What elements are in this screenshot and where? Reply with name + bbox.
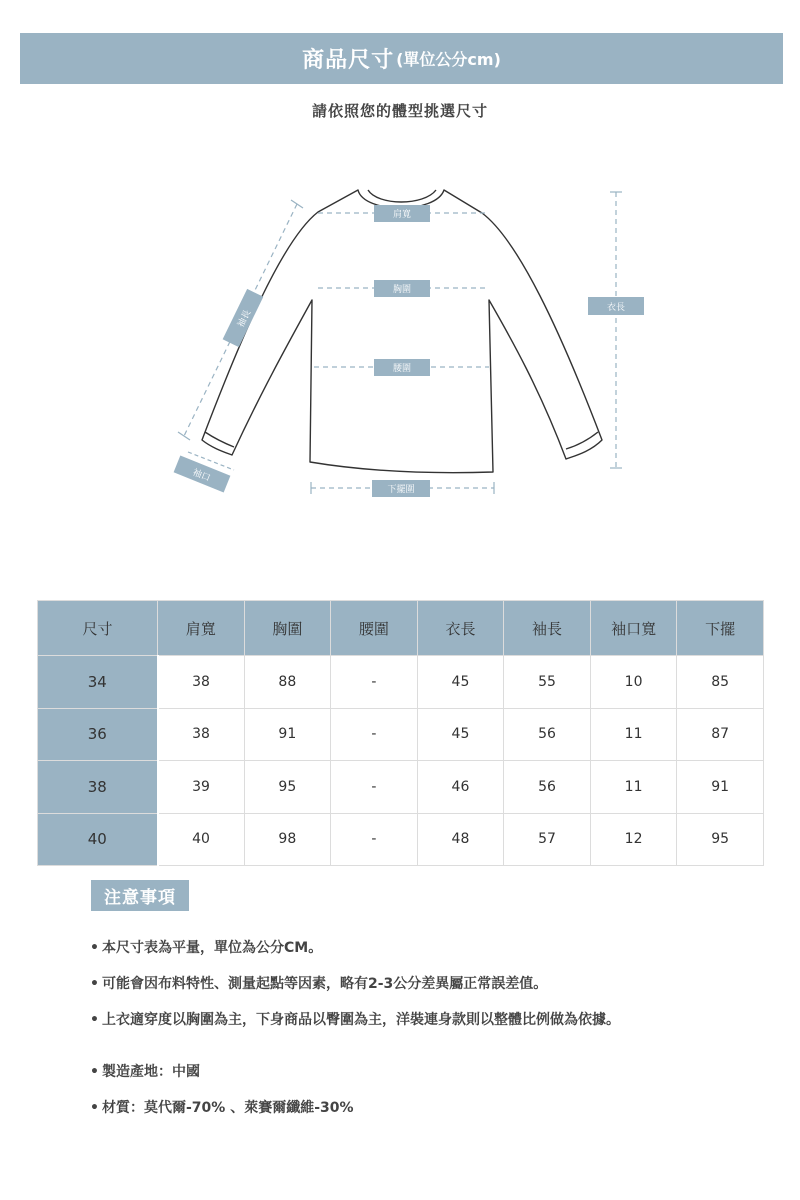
col-header-waist: 腰圍 [331,601,418,656]
notice-title: 注意事項 [91,880,189,911]
origin-info: • 製造產地：中國 [90,1054,780,1090]
bullet: • [90,1064,99,1080]
notice-list [90,930,780,1126]
table-cell: 87 [677,708,764,761]
svg-text:胸圍: 胸圍 [392,285,412,295]
table-cell: - [331,813,418,866]
label-waist [374,359,430,376]
header-bar [20,33,783,84]
table-cell: 85 [677,656,764,709]
table-cell: - [331,708,418,761]
table-row [38,656,764,709]
col-header-size: 尺寸 [38,601,158,656]
table-cell: 98 [244,813,331,866]
table-cell: 10 [590,656,677,709]
table-cell: 56 [504,761,591,814]
measure-lines [178,192,622,494]
table-row [38,708,764,761]
col-header-shoulder: 肩寬 [158,601,245,656]
label-cuff [174,456,231,493]
page-title: 商品尺寸 [302,48,395,73]
col-header-chest: 胸圍 [244,601,331,656]
page-title-unit: (單位公分cm) [396,50,501,69]
table-header-row [38,601,764,656]
table-cell: 12 [590,813,677,866]
table-cell: 11 [590,708,677,761]
table-cell: 95 [677,813,764,866]
size-table [37,600,764,866]
table-cell: 39 [158,761,245,814]
garment-diagram [0,150,800,530]
bullet: • [90,1012,99,1028]
table-cell: 46 [417,761,504,814]
table-cell: - [331,761,418,814]
table-cell: 11 [590,761,677,814]
bullet: • [90,1100,99,1116]
list-item: • 可能會因布料特性、測量起點等因素，略有2-3公分差異屬正常誤差值。 [90,966,780,1002]
table-cell: 57 [504,813,591,866]
svg-text:衣長: 衣長 [606,303,626,313]
label-chest [374,280,430,297]
col-header-cuff: 袖口寬 [590,601,677,656]
table-cell: - [331,656,418,709]
svg-text:肩寬: 肩寬 [392,210,412,220]
row-size: 34 [38,656,158,709]
col-header-hem: 下擺 [677,601,764,656]
table-cell: 45 [417,708,504,761]
table-cell: 40 [158,813,245,866]
row-size: 36 [38,708,158,761]
page-subtitle: 請依照您的體型挑選尺寸 [311,102,488,120]
bullet: • [90,940,99,956]
row-size: 38 [38,761,158,814]
table-cell: 91 [244,708,331,761]
label-sleeve [223,289,264,347]
table-cell: 45 [417,656,504,709]
table-cell: 88 [244,656,331,709]
shirt-outline [202,190,602,473]
table-cell: 55 [504,656,591,709]
table-cell: 95 [244,761,331,814]
col-header-sleeve: 袖長 [504,601,591,656]
material-info: • 材質：莫代爾-70% 、萊賽爾纖維-30% [90,1090,780,1126]
table-cell: 38 [158,708,245,761]
svg-text:袖口: 袖口 [191,467,212,484]
label-hem [372,480,430,497]
table-cell: 91 [677,761,764,814]
svg-text:腰圍: 腰圍 [392,364,412,374]
label-length [588,297,644,315]
table-cell: 38 [158,656,245,709]
bullet: • [90,976,99,992]
table-row [38,761,764,814]
svg-text:下擺圍: 下擺圍 [387,485,415,495]
table-cell: 56 [504,708,591,761]
list-item: • 本尺寸表為平量，單位為公分CM。 [90,930,780,966]
label-shoulder [374,205,430,222]
list-item: • 上衣適穿度以胸圍為主，下身商品以臀圍為主，洋裝連身款則以整體比例做為依據。 [90,1002,780,1038]
table-row [38,813,764,866]
col-header-length: 衣長 [417,601,504,656]
svg-text:袖長: 袖長 [236,308,254,330]
table-cell: 48 [417,813,504,866]
row-size: 40 [38,813,158,866]
